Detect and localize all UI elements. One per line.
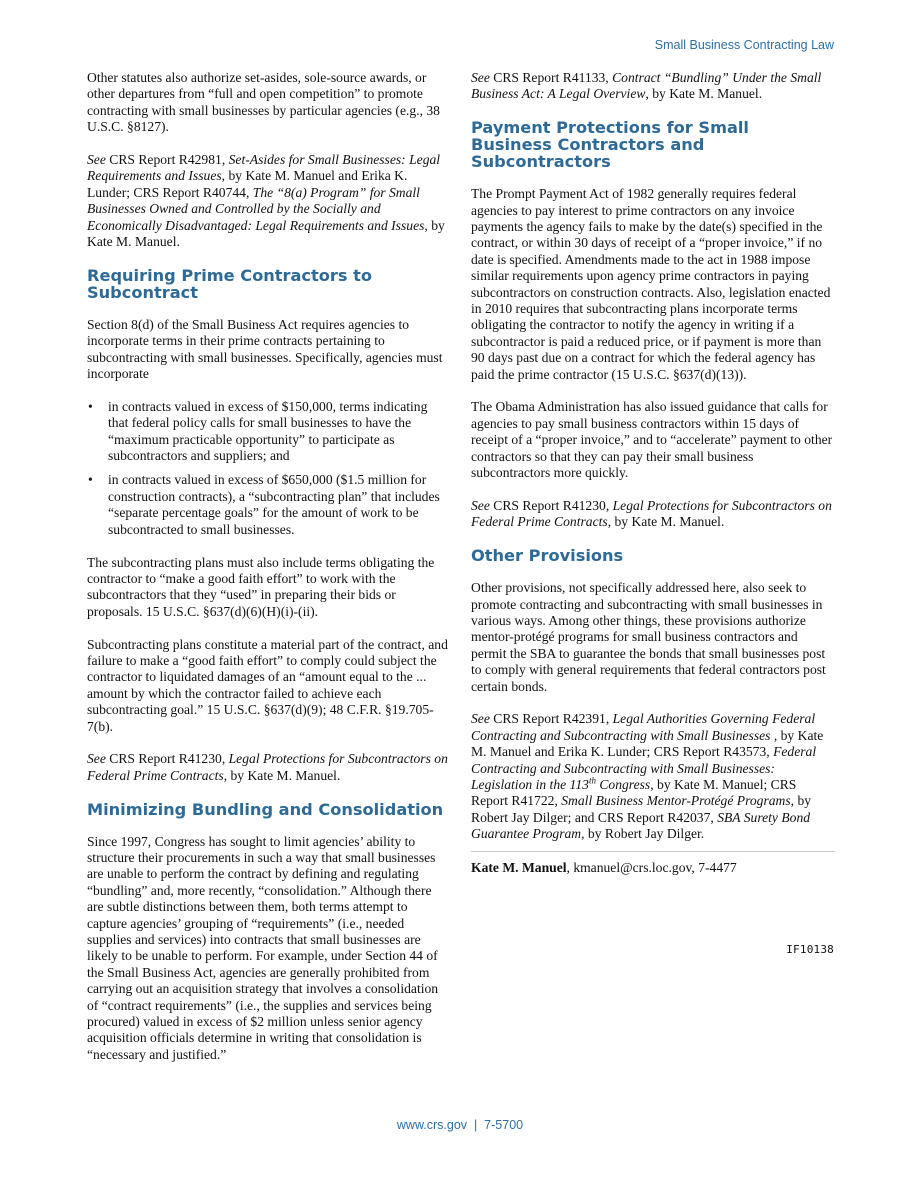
paragraph-bundling: Since 1997, Congress has sought to limit agencies’ ability to structure their procurements in such a way that small businesses are unable to perform the contract by defining and regulating “bundling” and, more recently, “consolidation.” Although there are subtle distinctions between them, both terms attempt to capture agencies’ grouping of “requirements” (i.e., needed supplies and services) into contracts that small businesses are likely to be unable to perform. For example, under Section 44 of the Small Business Act, agencies are generally prohibited from carrying out an acquisition strategy that involves a consolidation of “contract requirements” (i.e., the supplies and services being procured) valued in excess of $2 million unless senior agency acquisition officials determine in writing that consolidation is “necessary and justified.” <box>87 833 439 1062</box>
subcontract-bullet-list <box>87 399 449 538</box>
author-name: Kate M. Manuel <box>471 859 567 875</box>
paragraph-liquidated-damages: Subcontracting plans constitute a material part of the contract, and failure to make a “good faith effort” to comply could subject the contractor to liquidated damages of an “amount equal to the ... amount by which the contractor failed to achieve each subcontracting goal.” 15 U.S.C. §637(d)(9); 48 C.F.R. §19.705-7(b). <box>87 636 448 734</box>
see-also-legal-authorities: See CRS Report R42391, Legal Authorities Governing Federal Contracting and Subcontracting with Small Businesses , by Kate M. Manuel and Erika K. Lunder; CRS Report R43573, Federal Contracting and Subcontracting with Small Businesses: Legislation in the 113th Congress, by Kate M. Manuel; CRS Report R41722, Small Business Mentor-Protégé Programs, by Robert Jay Dilger; and CRS Report R42037, SBA Surety Bond Guarantee Program, by Robert Jay Dilger. <box>471 711 824 842</box>
paragraph-prompt-payment: The Prompt Payment Act of 1982 generally requires federal agencies to pay interest to prime contractors on any invoice payments the agency fails to make by the date(s) specified in the contract, or within 30 days of receipt of a “proper invoice,” if no date is specified. Amendments made to the act in 1988 impose similar requirements upon agency prime contractors in paying subcontractors on construction contracts. Also, legislation enacted in 2010 requires that subcontracting plans incorporate terms obligating the contractor to notify the agency in writing if a subcontractor is paid a reduced price, or if payment is more than 90 days past due on a contract for which the federal agency has paid the prime contractor (15 U.S.C. §637(d)(13)). <box>471 186 831 382</box>
heading-payment-protections: Payment Protections for Small Business Contractors and Subcontractors <box>471 118 749 172</box>
running-header: Small Business Contracting Law <box>654 38 834 52</box>
heading-other-provisions: Other Provisions <box>471 546 624 566</box>
paragraph-obama-guidance: The Obama Administration has also issued guidance that calls for agencies to pay small business contractors within 15 days of receipt of a “proper invoice,” and to “accelerate” payment to other contractors so that they can pay their small business subcontractors more quickly. <box>471 399 833 481</box>
left-column <box>87 70 449 1080</box>
paragraph-other-provisions: Other provisions, not specifically addressed here, also seek to promote contracting and subcontracting with small businesses in various ways. Among other things, these provisions authorize mentor-protégé programs for small business contractors and permit the SBA to guarantee the bonds that small businesses post to comply with general requirements that federal contractors post certain bonds. <box>471 580 826 694</box>
right-column <box>471 70 835 892</box>
heading-bundling: Minimizing Bundling and Consolidation <box>87 799 444 819</box>
see-also-subcontractor-protections: See CRS Report R41230, Legal Protections for Subcontractors on Federal Prime Contracts, by Kate M. Manuel. <box>87 751 448 783</box>
author-divider <box>471 851 835 852</box>
paragraph-other-statutes: Other statutes also authorize set-asides, sole-source awards, or other departures from “full and open competition” to promote contracting with small businesses by particular agencies (e.g., 38 U.S.C. §8127). <box>87 70 440 135</box>
see-also-set-asides: See CRS Report R42981, Set-Asides for Small Businesses: Legal Requirements and Issues, by Kate M. Manuel and Erika K. Lunder; CRS Report R40744, The “8(a) Program” for Small Businesses Owned and Controlled by the Socially and Economically Disadvantaged: Legal Requirements and Issues, by Kate M. Manuel. <box>87 152 445 250</box>
page-footer: www.crs.gov | 7-5700 <box>396 1118 524 1132</box>
paragraph-good-faith: The subcontracting plans must also include terms obligating the contractor to “make a good faith effort” to work with the subcontractors that they “used” in preparing their bids or proposals. 15 U.S.C. §637(d)(6)(H)(i)-(ii). <box>87 554 435 619</box>
paragraph-section-8d: Section 8(d) of the Small Business Act requires agencies to incorporate terms in their prime contracts pertaining to subcontracting with small businesses. Specifically, agencies must incorporate <box>87 316 443 382</box>
heading-requiring-subcontract: Requiring Prime Contractors to Subcontract <box>87 265 372 302</box>
author-line <box>471 860 835 876</box>
see-also-bundling: See CRS Report R41133, Contract “Bundling” Under the Small Business Act: A Legal Overview, by Kate M. Manuel. <box>471 70 822 102</box>
author-contact: , kmanuel@crs.loc.gov, 7-4477 <box>566 859 737 875</box>
bullet-icon: • <box>88 472 93 488</box>
list-item: • in contracts valued in excess of $150,000, terms indicating that federal policy calls for small businesses to have the “maximum practicable opportunity” to participate as subcontractors and suppliers; and <box>88 398 428 464</box>
bullet-icon: • <box>88 398 93 414</box>
document-id: IF10138 <box>786 943 834 956</box>
list-item: • in contracts valued in excess of $650,000 ($1.5 million for construction contracts), a “subcontracting plan” that includes “separate percentage goals” for the amount of work to be subcontracted to small businesses. <box>88 472 440 537</box>
see-also-legal-protections: See CRS Report R41230, Legal Protections for Subcontractors on Federal Prime Contracts, by Kate M. Manuel. <box>471 497 832 530</box>
